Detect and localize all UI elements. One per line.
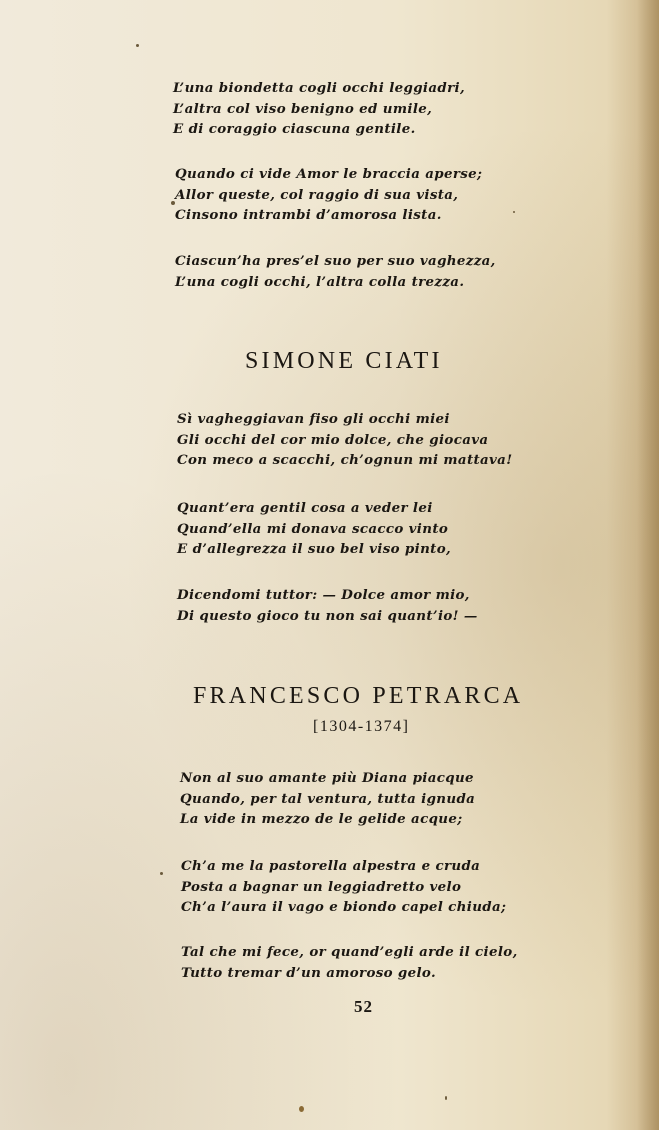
paper-speck (136, 44, 139, 47)
paper-speck (299, 1106, 304, 1112)
verse-line: E d’allegrezza il suo bel viso pinto, (177, 541, 451, 557)
poet-heading: FRANCESCO PETRARCA (193, 683, 524, 709)
stanza (177, 409, 512, 471)
verse-line: Con meco a scacchi, ch’ognun mi mattava! (177, 452, 513, 468)
stanza (181, 856, 506, 918)
verse-line: Cinsono intrambi d’amorosa lista. (175, 207, 442, 223)
page-edge-shadow (637, 0, 659, 1130)
verse-line: Sì vagheggiavan fiso gli occhi miei (177, 411, 450, 427)
verse-line: Quando, per tal ventura, tutta ignuda (180, 790, 476, 807)
paper-speck (513, 211, 515, 213)
page-number: 52 (354, 997, 373, 1016)
stanza (177, 585, 478, 626)
verse-line: Ciascun’ha pres’el suo per suo vaghezza, (175, 253, 496, 269)
verse-line: Posta a bagnar un leggiadretto velo (181, 878, 462, 895)
paper-speck (171, 201, 175, 205)
verse-line: Dicendomi tuttor: — Dolce amor mio, (177, 587, 470, 603)
verse-line: Gli occhi del cor mio dolce, che giocava (177, 431, 489, 448)
stanza (177, 498, 451, 560)
verse-line: Di questo gioco tu non sai quant’io! — (177, 607, 478, 624)
verse-line: Ch’a l’aura il vago e biondo capel chiuda; (181, 899, 507, 915)
poet-heading: SIMONE CIATI (245, 348, 443, 374)
verse-line: L’una cogli occhi, l’altra colla trezza. (175, 273, 465, 290)
verse-line: Allor queste, col raggio di sua vista, (175, 186, 459, 203)
verse-line: Ch’a me la pastorella alpestra e cruda (181, 858, 481, 874)
verse-line: Quant’era gentil cosa a veder lei (177, 500, 433, 516)
verse-line: E di coraggio ciascuna gentile. (173, 121, 416, 137)
verse-line: Non al suo amante più Diana piacque (180, 770, 474, 786)
stanza (175, 251, 496, 292)
stanza (173, 78, 465, 140)
paper-speck (445, 1096, 447, 1100)
verse-line: L’altra col viso benigno ed umile, (173, 100, 433, 117)
verse-line: L’una biondetta cogli occhi leggiadri, (173, 80, 465, 96)
paper-speck (160, 872, 163, 875)
verse-line: Tutto tremar d’un amoroso gelo. (181, 964, 436, 981)
verse-line: Quando ci vide Amor le braccia aperse; (175, 166, 483, 182)
verse-line: Quand’ella mi donava scacco vinto (177, 520, 449, 537)
poet-dates: [1304-1374] (313, 718, 410, 735)
stanza (175, 164, 482, 226)
stanza (180, 768, 475, 830)
verse-line: Tal che mi fece, or quand’egli arde il cielo, (181, 944, 518, 960)
stanza (181, 942, 518, 983)
verse-line: La vide in mezzo de le gelide acque; (180, 811, 463, 827)
